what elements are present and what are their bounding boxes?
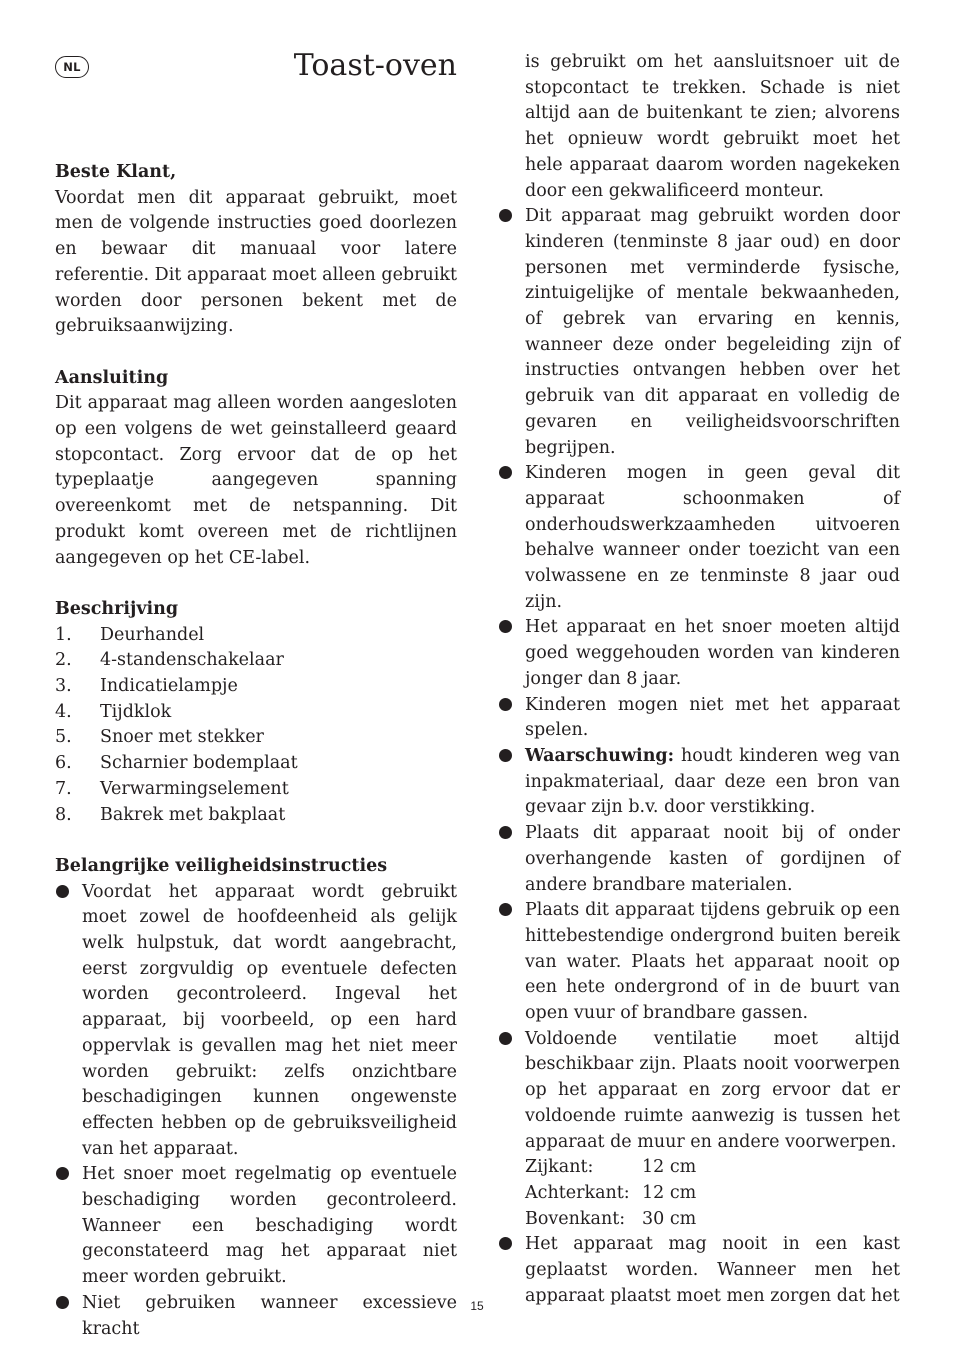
safety-bullet: Plaats dit apparaat tijdens gebruik op een hittebestendige ondergrond buiten bereik van water. Plaats het apparaat nooit op een hete ondergrond of in de buurt van open vuur of brandbare gassen. [498,898,900,1027]
safety-bullet: Het apparaat mag nooit in een kast geplaatst worden. Wanneer men het apparaat plaatst moet men zorgen dat het [498,1232,900,1309]
list-item: 6. Scharnier bodemplaat [55,753,298,774]
clearance-list [498,1155,900,1232]
description-list [55,623,457,829]
bullet-icon [498,461,525,487]
bullet-icon [498,898,525,924]
safety-bullet: Kinderen mogen niet met het apparaat spelen. [498,693,900,744]
list-item: 8. Bakrek met bakplaat [55,804,286,825]
clearance-row: Bovenkant: 30 cm [525,1208,697,1229]
bullet-icon [55,880,82,906]
safety-bullet: Het apparaat en het snoer moeten altijd goed weggehouden worden van kinderen jonger dan 8 jaar. [498,615,900,692]
description-heading: Beschrijving [55,598,179,619]
bullet-icon [55,1162,82,1188]
list-item: 1. Deurhandel [55,624,205,645]
bullet-icon [498,744,525,770]
warning-label: Waarschuwing: [525,745,675,766]
clearance-row: Achterkant: 12 cm [525,1182,697,1203]
connection-text: Dit apparaat mag alleen worden aangesloten op een volgens de wet geinstalleerd geaard stopcontact. Zorg ervoor dat de op het typeplaatje aangegeven spanning overeenkomt met de netspanning. Dit produkt komt overeen met de richtlijnen aangegeven op het CE-label. [55,393,457,568]
safety-bullet: Voordat het apparaat wordt gebruikt moet zowel de hoofdeenheid als gelijk welk hulpstuk, dat wordt aangebracht, eerst zorgvuldig op eventuele defecten worden gecontroleerd. Ingeval het apparaat, bij voorbeeld, op een hard oppervlak is gevallen mag het niet meer worden gebruikt: zelfs onzichtbare beschadigingen kunnen ongewenste effecten hebben op de gebruiksveiligheid van het apparaat. [55,880,457,1163]
list-item: 5. Snoer met stekker [55,727,264,748]
bullet-icon [498,615,525,641]
right-column [498,50,900,1309]
language-badge: NL [55,56,89,78]
intro-text: Voordat men dit apparaat gebruikt, moet men de volgende instructies goed doorlezen en bewaar dit manuaal voor latere referentie. Dit apparaat moet alleen gebruikt worden door personen bekent met de gebruiksaanwijzing. [55,187,457,337]
bullet-icon [498,1232,525,1258]
bullet-icon [498,1027,525,1053]
safety-bullet: Kinderen mogen in geen geval dit apparaat schoonmaken of onderhoudswerkzaamheden uitvoeren behalve wanneer onder toezicht van een volwassene en ze tenminste 8 jaar oud zijn. [498,461,900,615]
continuation-text: is gebruikt om het aansluitsnoer uit de stopcontact te trekken. Schade is niet altijd aan de buitenkant te zien; alvorens het opnieuw wordt gebruikt moet het hele apparaat daarom worden nagekeken door een gekwalificeerd monteur. [525,52,900,201]
list-item: 7. Verwarmingselement [55,778,289,799]
bullet-icon [498,693,525,719]
connection-heading: Aansluiting [55,367,169,388]
safety-bullet: Het snoer moet regelmatig op eventuele beschadiging worden gecontroleerd. Wanneer een beschadiging wordt geconstateerd mag het apparaat niet meer worden gebruikt. [55,1162,457,1291]
safety-bullet: Dit apparaat mag gebruikt worden door kinderen (tenminste 8 jaar oud) en door personen met verminderde fysische, zintuigelijke of mentale bekwaanheden, of gebrek van ervaring en kennis, wanneer deze onder begeleiding zijn of instructies ontvangen hebben over het gebruik van dit apparaat en volledig de gevaren en veiligheidsvoorschriften begrijpen. [498,204,900,461]
safety-heading: Belangrijke veiligheidsinstructies [55,855,388,876]
intro-heading: Beste Klant, [55,162,177,182]
page-number: 15 [470,1299,484,1313]
warning-text: houdt kinderen weg van inpakmateriaal, daar deze een bron van gevaar zijn b.v. door verstikking. [525,745,900,818]
list-item: 3. Indicatielampje [55,676,238,697]
clearance-row: Zijkant: 12 cm [525,1157,697,1178]
bullet-icon [498,204,525,230]
safety-bullet: Plaats dit apparaat nooit bij of onder overhangende kasten of gordijnen of andere brandbare materialen. [498,821,900,898]
list-item: 2. 4-standenschakelaar [55,650,284,671]
safety-bullet: Niet gebruiken wanneer excessieve kracht [55,1291,457,1342]
list-item: 4. Tijdklok [55,701,172,722]
page-title: Toast-oven [293,48,457,83]
left-column [55,160,457,1342]
bullet-icon [498,821,525,847]
safety-bullet: Voldoende ventilatie moet altijd beschikbaar zijn. Plaats nooit voorwerpen op het apparaat en zorg ervoor dat er voldoende ruimte aanwezig is tussen het apparaat de muur en andere voorwerpen. [498,1027,900,1156]
warning-bullet [498,744,900,821]
